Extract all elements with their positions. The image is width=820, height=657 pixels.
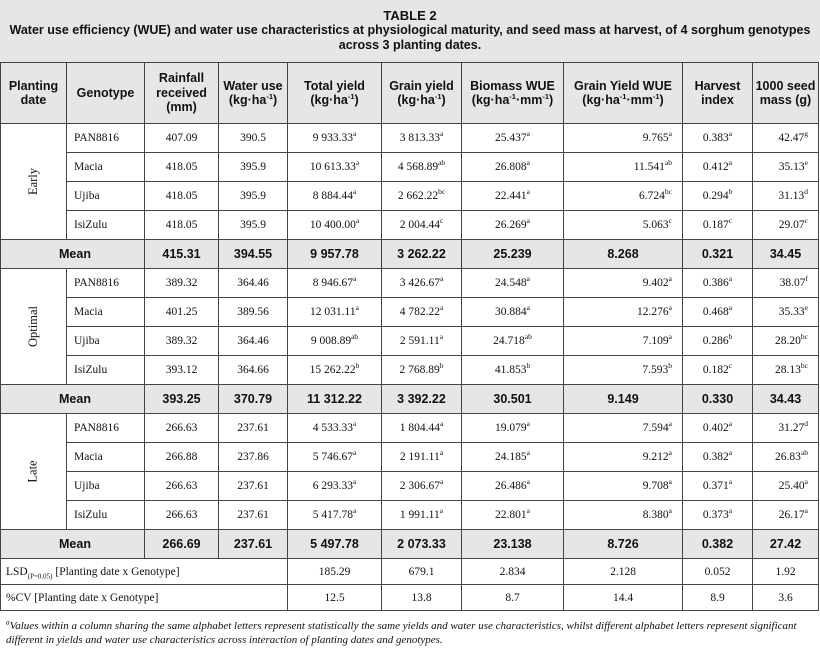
total-yield-cell: 9 008.89$^{ab}$ xyxy=(288,327,382,356)
grain-yield-cell: 3 426.67$^a$ xyxy=(382,269,462,298)
stat-label: $LSD_{(P=0.05)}$ [Planting date x Genotype] xyxy=(1,559,288,585)
harvest-index-cell: 0.402$^a$ xyxy=(683,414,753,443)
grain-wue-cell: 9.212$^a$ xyxy=(564,443,683,472)
table-row xyxy=(1,269,819,298)
water-use-cell: 237.61 xyxy=(219,414,288,443)
table-row xyxy=(1,414,819,443)
water-use-cell: 237.86 xyxy=(219,443,288,472)
col-genotype: Genotype xyxy=(67,63,145,124)
table-row xyxy=(1,153,819,182)
genotype-cell: Macia xyxy=(67,153,145,182)
rainfall-cell: 407.09 xyxy=(145,124,219,153)
mean-ty-cell: 11 312.22 xyxy=(288,385,382,414)
rainfall-cell: 266.63 xyxy=(145,472,219,501)
mean-bw-cell: 25.239 xyxy=(462,240,564,269)
total-yield-cell: 5 746.67$^a$ xyxy=(288,443,382,472)
genotype-cell: IsiZulu xyxy=(67,501,145,530)
mean-ty-cell: 5 497.78 xyxy=(288,530,382,559)
mean-rain-cell: 266.69 xyxy=(145,530,219,559)
biomass-wue-cell: 19.079$^a$ xyxy=(462,414,564,443)
biomass-wue-cell: 26.486$^a$ xyxy=(462,472,564,501)
water-use-cell: 364.66 xyxy=(219,356,288,385)
mean-sm-cell: 34.45 xyxy=(753,240,819,269)
water-use-cell: 364.46 xyxy=(219,327,288,356)
col-water-use: Water use $(kg\cdot ha^{-1})$ xyxy=(219,63,288,124)
mean-sm-cell: 27.42 xyxy=(753,530,819,559)
genotype-cell: Ujiba xyxy=(67,327,145,356)
stat-hi-cell: 0.052 xyxy=(683,559,753,585)
water-use-cell: 395.9 xyxy=(219,153,288,182)
grain-yield-cell: 4 782.22$^a$ xyxy=(382,298,462,327)
table-row xyxy=(1,443,819,472)
stat-ty-cell: 12.5 xyxy=(288,585,382,611)
table-row xyxy=(1,472,819,501)
rainfall-cell: 266.63 xyxy=(145,414,219,443)
table-row xyxy=(1,211,819,240)
water-use-cell: 389.56 xyxy=(219,298,288,327)
grain-wue-cell: 9.708$^a$ xyxy=(564,472,683,501)
total-yield-cell: 12 031.11$^a$ xyxy=(288,298,382,327)
total-yield-cell: 5 417.78$^a$ xyxy=(288,501,382,530)
mean-gy-cell: 2 073.33 xyxy=(382,530,462,559)
genotype-cell: Ujiba xyxy=(67,182,145,211)
seed-mass-cell: 31.13$^d$ xyxy=(753,182,819,211)
mean-gy-cell: 3 392.22 xyxy=(382,385,462,414)
biomass-wue-cell: 24.718$^{ab}$ xyxy=(462,327,564,356)
table-row xyxy=(1,356,819,385)
water-use-cell: 395.9 xyxy=(219,211,288,240)
grain-yield-cell: 3 813.33$^a$ xyxy=(382,124,462,153)
biomass-wue-cell: 41.853$^b$ xyxy=(462,356,564,385)
biomass-wue-cell: 22.441$^a$ xyxy=(462,182,564,211)
stat-row xyxy=(1,559,819,585)
biomass-wue-cell: 24.185$^a$ xyxy=(462,443,564,472)
water-use-cell: 395.9 xyxy=(219,182,288,211)
grain-yield-cell: 2 591.11$^a$ xyxy=(382,327,462,356)
seed-mass-cell: 38.07$^f$ xyxy=(753,269,819,298)
harvest-index-cell: 0.386$^a$ xyxy=(683,269,753,298)
stat-bw-cell: 8.7 xyxy=(462,585,564,611)
harvest-index-cell: 0.187$^c$ xyxy=(683,211,753,240)
grain-wue-cell: 12.276$^a$ xyxy=(564,298,683,327)
grain-wue-cell: 7.109$^a$ xyxy=(564,327,683,356)
rainfall-cell: 418.05 xyxy=(145,211,219,240)
seed-mass-cell: 42.47$^g$ xyxy=(753,124,819,153)
biomass-wue-cell: 26.269$^a$ xyxy=(462,211,564,240)
col-harvest-index: Harvest index xyxy=(683,63,753,124)
grain-yield-cell: 2 306.67$^a$ xyxy=(382,472,462,501)
stat-bw-cell: 2.834 xyxy=(462,559,564,585)
grain-yield-cell: 2 004.44$^c$ xyxy=(382,211,462,240)
seed-mass-cell: 35.33e xyxy=(753,298,819,327)
seed-mass-cell: 26.17$^a$ xyxy=(753,501,819,530)
mean-wu-cell: 394.55 xyxy=(219,240,288,269)
water-use-cell: 237.61 xyxy=(219,501,288,530)
stat-gy-cell: 679.1 xyxy=(382,559,462,585)
col-grain-wue: Grain Yield WUE $(kg\cdot ha^{-1}\cdot mm^{-1})$ xyxy=(564,63,683,124)
planting-date-cell: Late xyxy=(1,414,67,530)
mean-row xyxy=(1,530,819,559)
table-title: Water use efficiency (WUE) and water use characteristics at physiological maturity, and seed mass at harvest, of 4 sorghum genotypes across 3 planting dates. xyxy=(9,23,811,52)
grain-yield-cell: 4 568.89$^{ab}$ xyxy=(382,153,462,182)
mean-row xyxy=(1,240,819,269)
table-body xyxy=(1,124,819,611)
stat-ty-cell: 185.29 xyxy=(288,559,382,585)
rainfall-cell: 401.25 xyxy=(145,298,219,327)
total-yield-cell: 8 884.44$^a$ xyxy=(288,182,382,211)
grain-wue-cell: 9.402$^a$ xyxy=(564,269,683,298)
stat-gy-cell: 13.8 xyxy=(382,585,462,611)
genotype-cell: PAN8816 xyxy=(67,124,145,153)
seed-mass-cell: 26.83$^{ab}$ xyxy=(753,443,819,472)
mean-row xyxy=(1,385,819,414)
grain-wue-cell: 8.380$^a$ xyxy=(564,501,683,530)
col-rainfall: Rainfall received (mm) xyxy=(145,63,219,124)
table-row xyxy=(1,298,819,327)
biomass-wue-cell: 25.437$^a$ xyxy=(462,124,564,153)
genotype-cell: IsiZulu xyxy=(67,211,145,240)
grain-wue-cell: 6.724$^{bc}$ xyxy=(564,182,683,211)
mean-label: Mean xyxy=(1,240,145,269)
mean-sm-cell: 34.43 xyxy=(753,385,819,414)
total-yield-cell: 9 933.33$^a$ xyxy=(288,124,382,153)
col-grain-yield: Grain yield $(kg\cdot ha^{-1})$ xyxy=(382,63,462,124)
biomass-wue-cell: 26.808$^a$ xyxy=(462,153,564,182)
total-yield-cell: 10 400.00$^a$ xyxy=(288,211,382,240)
table-row xyxy=(1,124,819,153)
water-use-cell: 390.5 xyxy=(219,124,288,153)
grain-wue-cell: 7.594$^a$ xyxy=(564,414,683,443)
biomass-wue-cell: 22.801$^a$ xyxy=(462,501,564,530)
stat-hi-cell: 8.9 xyxy=(683,585,753,611)
mean-gw-cell: 9.149 xyxy=(564,385,683,414)
mean-gw-cell: 8.268 xyxy=(564,240,683,269)
harvest-index-cell: 0.468$^a$ xyxy=(683,298,753,327)
harvest-index-cell: 0.382$^a$ xyxy=(683,443,753,472)
mean-gy-cell: 3 262.22 xyxy=(382,240,462,269)
rainfall-cell: 418.05 xyxy=(145,153,219,182)
rainfall-cell: 389.32 xyxy=(145,327,219,356)
col-biomass-wue: Biomass WUE $(kg\cdot ha^{-1}\cdot mm^{-1})$ xyxy=(462,63,564,124)
water-use-cell: 237.61 xyxy=(219,472,288,501)
seed-mass-cell: 35.13e xyxy=(753,153,819,182)
seed-mass-cell: 28.20$^{bc}$ xyxy=(753,327,819,356)
data-table xyxy=(0,62,819,611)
col-seed-mass: 1000 seed mass (g) xyxy=(753,63,819,124)
mean-hi-cell: 0.321 xyxy=(683,240,753,269)
rainfall-cell: 418.05 xyxy=(145,182,219,211)
rainfall-cell: 393.12 xyxy=(145,356,219,385)
water-use-cell: 364.46 xyxy=(219,269,288,298)
grain-yield-cell: 1 991.11$^a$ xyxy=(382,501,462,530)
mean-hi-cell: 0.330 xyxy=(683,385,753,414)
footnote: $^a$Values within a column sharing the same alphabet letters represent statistically the same yields and water use characteristics, whilst different alphabet letters represent significant different in yields and water use characteristics across interaction of planting dates and genotypes. xyxy=(6,617,797,646)
seed-mass-cell: 25.40$^a$ xyxy=(753,472,819,501)
harvest-index-cell: 0.286$^b$ xyxy=(683,327,753,356)
mean-label: Mean xyxy=(1,530,145,559)
table-caption xyxy=(0,0,820,62)
genotype-cell: Ujiba xyxy=(67,472,145,501)
table-row xyxy=(1,182,819,211)
seed-mass-cell: 31.27$^d$ xyxy=(753,414,819,443)
total-yield-cell: 10 613.33$^a$ xyxy=(288,153,382,182)
grain-wue-cell: 11.541$^{ab}$ xyxy=(564,153,683,182)
rainfall-cell: 266.63 xyxy=(145,501,219,530)
mean-bw-cell: 30.501 xyxy=(462,385,564,414)
grain-yield-cell: 1 804.44$^a$ xyxy=(382,414,462,443)
stat-gw-cell: 14.4 xyxy=(564,585,683,611)
mean-label: Mean xyxy=(1,385,145,414)
stat-label: %CV [Planting date x Genotype] xyxy=(1,585,288,611)
mean-rain-cell: 415.31 xyxy=(145,240,219,269)
total-yield-cell: 15 262.22$^b$ xyxy=(288,356,382,385)
harvest-index-cell: 0.182$^c$ xyxy=(683,356,753,385)
mean-wu-cell: 237.61 xyxy=(219,530,288,559)
total-yield-cell: 6 293.33$^a$ xyxy=(288,472,382,501)
harvest-index-cell: 0.412$^a$ xyxy=(683,153,753,182)
grain-yield-cell: 2 191.11$^a$ xyxy=(382,443,462,472)
grain-wue-cell: 7.593$^b$ xyxy=(564,356,683,385)
mean-wu-cell: 370.79 xyxy=(219,385,288,414)
mean-bw-cell: 23.138 xyxy=(462,530,564,559)
harvest-index-cell: 0.294$^b$ xyxy=(683,182,753,211)
col-total-yield: Total yield $(kg\cdot ha^{-1})$ xyxy=(288,63,382,124)
mean-ty-cell: 9 957.78 xyxy=(288,240,382,269)
seed-mass-cell: 28.13$^{bc}$ xyxy=(753,356,819,385)
genotype-cell: Macia xyxy=(67,298,145,327)
planting-date-cell: Early xyxy=(1,124,67,240)
harvest-index-cell: 0.383$^a$ xyxy=(683,124,753,153)
rainfall-cell: 266.88 xyxy=(145,443,219,472)
stat-row xyxy=(1,585,819,611)
stat-gw-cell: 2.128 xyxy=(564,559,683,585)
grain-yield-cell: 2 768.89$^b$ xyxy=(382,356,462,385)
genotype-cell: PAN8816 xyxy=(67,414,145,443)
biomass-wue-cell: 30.884$^a$ xyxy=(462,298,564,327)
col-planting-date: Planting date xyxy=(1,63,67,124)
grain-yield-cell: 2 662.22$^{bc}$ xyxy=(382,182,462,211)
mean-gw-cell: 8.726 xyxy=(564,530,683,559)
grain-wue-cell: 9.765$^a$ xyxy=(564,124,683,153)
rainfall-cell: 389.32 xyxy=(145,269,219,298)
harvest-index-cell: 0.371$^a$ xyxy=(683,472,753,501)
mean-rain-cell: 393.25 xyxy=(145,385,219,414)
seed-mass-cell: 29.07$^c$ xyxy=(753,211,819,240)
table-label: TABLE 2 xyxy=(383,8,437,23)
biomass-wue-cell: 24.548$^a$ xyxy=(462,269,564,298)
table-row xyxy=(1,327,819,356)
mean-hi-cell: 0.382 xyxy=(683,530,753,559)
genotype-cell: IsiZulu xyxy=(67,356,145,385)
genotype-cell: PAN8816 xyxy=(67,269,145,298)
table-row xyxy=(1,501,819,530)
total-yield-cell: 8 946.67$^a$ xyxy=(288,269,382,298)
header-row xyxy=(1,63,819,124)
stat-sm-cell: 3.6 xyxy=(753,585,819,611)
stat-sm-cell: 1.92 xyxy=(753,559,819,585)
grain-wue-cell: 5.063$^c$ xyxy=(564,211,683,240)
harvest-index-cell: 0.373$^a$ xyxy=(683,501,753,530)
genotype-cell: Macia xyxy=(67,443,145,472)
total-yield-cell: 4 533.33$^a$ xyxy=(288,414,382,443)
planting-date-cell: Optimal xyxy=(1,269,67,385)
